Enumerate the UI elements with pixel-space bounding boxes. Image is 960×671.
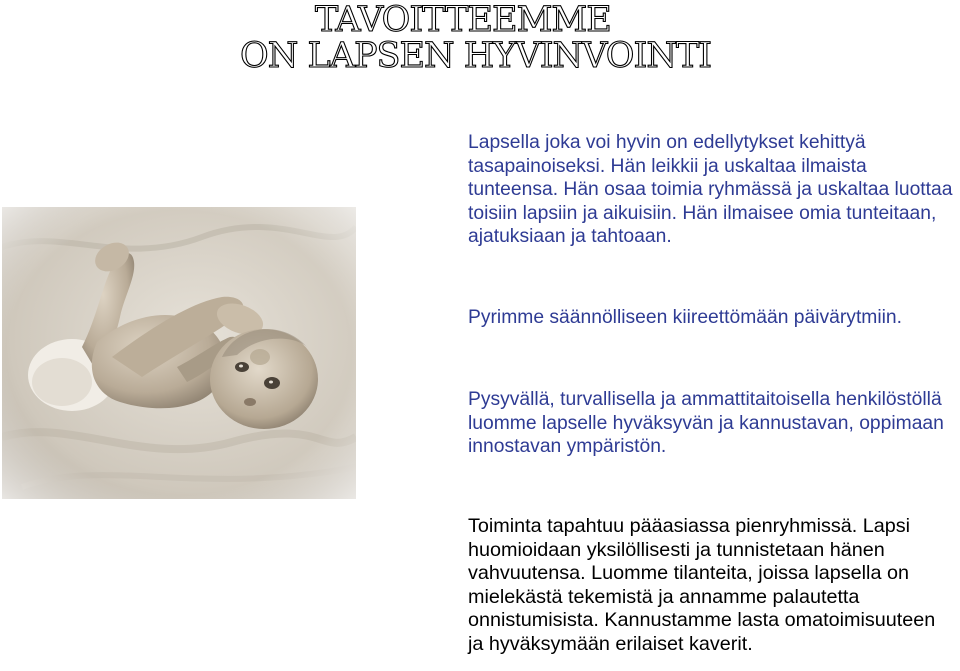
title-line-2: ON LAPSEN HYVINVOINTI bbox=[240, 36, 712, 76]
baby-photo bbox=[2, 207, 356, 499]
rhythm-paragraph: Pyrimme säännölliseen kiireettömään päivärytmiin. bbox=[468, 307, 903, 328]
staff-paragraph: Pysyvällä, turvallisella ja ammattitaitoisella henkilöstöllä luomme lapselle hyväksyvän ja kannustavan, oppimaan innostavan ympäristön. bbox=[468, 389, 944, 457]
groups-paragraph: Toiminta tapahtuu pääasiassa pienryhmissä. Lapsi huomioidaan yksilöllisesti ja tunnistetaan hänen vahvuutensa. Luomme tilanteita, joissa lapsella on mielekästä tekemistä ja annamme palautetta onnistumisista. Kannustamme lasta omatoimisuuteen ja hyväksymään erilaiset kaverit. bbox=[468, 515, 936, 655]
page-title bbox=[240, 2, 760, 74]
wellbeing-paragraph: Lapsella joka voi hyvin on edellytykset kehittyä tasapainoiseksi. Hän leikkii ja uskaltaa ilmaista tunteensa. Hän osaa toimia ryhmässä ja uskaltaa luottaa toisiin lapsiin ja aikuisiin. Hän ilmaisee omia tunteitaan, ajatuksiaan ja tahtoaan. bbox=[468, 132, 953, 247]
title-line-1: TAVOITTEEMME bbox=[315, 0, 611, 40]
